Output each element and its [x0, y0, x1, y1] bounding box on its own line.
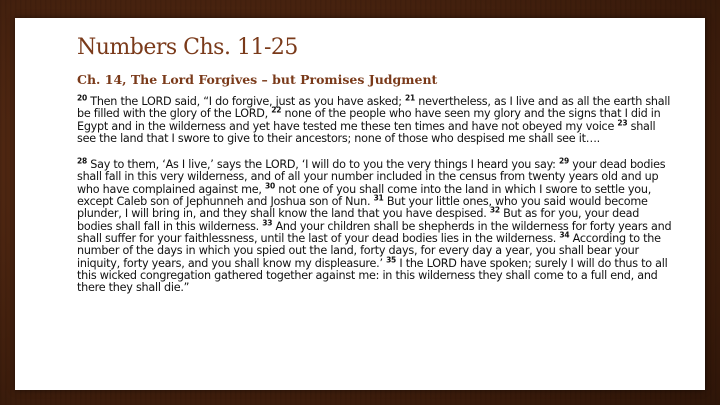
- verse-text: not one of you shall come into the land in which I swore to settle you, except Caleb son of Jephunneh and Joshua son of Nun.: [77, 182, 652, 209]
- verse-text: shall see the land that I swore to give to their ancestors; none of those who despised me shall see it….: [77, 119, 656, 145]
- verse-number: 29: [559, 156, 569, 166]
- verse-text: I the LORD have spoken; surely I will do thus to all this wicked congregation gathered together against me: in this wilderness they shall come to a full end, and there they shall die.”: [77, 256, 668, 295]
- scripture-text: [77, 93, 677, 308]
- scripture-paragraph-2: [77, 156, 677, 295]
- verse-text: Then the LORD said, “I do forgive, just as you have asked;: [86, 95, 406, 108]
- verse-number: 28: [77, 156, 87, 166]
- verse-number: 23: [617, 117, 628, 127]
- verse-text: But your little ones, who you said would become plunder, I will bring in, and they shall know the land that you have despised.: [77, 195, 648, 221]
- verse-number: 31: [373, 193, 384, 203]
- verse-text: According to the number of the days in which you spied out the land, forty days, for every day a year, you shall bear your iniquity, forty years, and you shall know my displeasure.’: [77, 231, 661, 270]
- verse-text: nevertheless, as I live and as all the earth shall be filled with the glory of the LORD,: [77, 95, 671, 121]
- verse-text: And your children shall be shepherds in the wilderness for forty years and shall suffer for your faithlessness, until the last of your dead bodies lies in the wilderness.: [77, 219, 672, 245]
- verse-text: But as for you, your dead bodies shall fall in this wilderness.: [77, 207, 640, 233]
- slide-subtitle: Ch. 14, The Lord Forgives – but Promises Judgment: [77, 72, 438, 87]
- slide: [15, 18, 705, 390]
- verse-number: 22: [271, 105, 282, 115]
- verse-number: 21: [405, 93, 415, 103]
- verse-text: your dead bodies shall fall in this very wilderness, and of all your number included in the census from twenty years old and up who have complained against me,: [77, 158, 666, 196]
- verse-number: 20: [77, 93, 87, 103]
- scripture-paragraph-1: [77, 93, 677, 145]
- verse-number: 35: [386, 254, 397, 264]
- slide-title: Numbers Chs. 11-25: [77, 35, 298, 60]
- verse-text: none of the people who have seen my glory and the signs that I did in Egypt and in the wilderness and yet have tested me these ten times and have not obeyed my voice: [77, 107, 661, 133]
- verse-number: 33: [262, 217, 273, 227]
- verse-number: 32: [489, 205, 500, 215]
- verse-text: Say to them, ‘As I live,’ says the LORD, ‘I will do to you the very things I heard you say:: [86, 158, 559, 172]
- verse-number: 30: [265, 181, 275, 191]
- verse-number: 34: [559, 230, 570, 240]
